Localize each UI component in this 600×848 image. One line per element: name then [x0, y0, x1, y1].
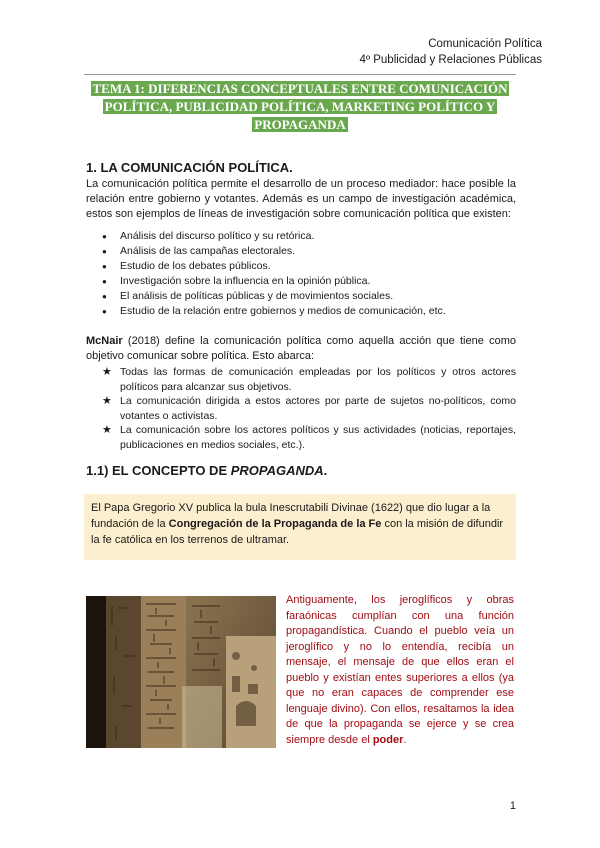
header-divider	[84, 74, 516, 75]
section-heading: 1. LA COMUNICACIÓN POLÍTICA.	[86, 160, 293, 175]
page-header	[359, 36, 542, 68]
list-item: ● Estudio de los debates públicos.	[86, 259, 516, 274]
hieroglyphs-explanation: Antiguamente, los jeroglíficos y obras faraónicas cumplían con una función propagandística. Cuando el pueblo veía un jeroglífico y no lo entendía, recibía un mensaje, el mensaje de que ellos eran el pueblo y existían entes superiores a ellos (ya que no eran capaces de comprender ese lenguaje divino). Con ellos, resaltamos la idea de que la propaganda se ejerce y se crea siempre desde el poder.	[286, 594, 514, 746]
list-item: ★ Todas las formas de comunicación empleadas por los políticos y otros actores políticos para alcanzar sus objetivos.	[86, 365, 516, 394]
title-line-1: TEMA 1: DIFERENCIAS CONCEPTUALES ENTRE COMUNICACIÓN	[92, 81, 508, 96]
author-name: McNair	[86, 335, 123, 347]
document-title	[84, 80, 516, 134]
title-line-3: PROPAGANDA	[254, 117, 346, 132]
list-item: ★ La comunicación dirigida a estos actores por parte de sujetos no-políticos, como votantes o activistas.	[86, 394, 516, 423]
section-communication	[86, 160, 516, 452]
title-line-2: POLÍTICA, PUBLICIDAD POLÍTICA, MARKETING POLÍTICO Y	[104, 99, 496, 114]
research-lines-list	[86, 229, 516, 319]
list-item: ★ La comunicación sobre los actores políticos y sus actividades (noticias, reportajes, publicaciones en medios sociales, etc.).	[86, 423, 516, 452]
section-intro: La comunicación política permite el desarrollo de un proceso mediador: hace posible la relación entre gobierno y votantes. Además es un campo de investigación académica, estos son ejemplos de líneas de investigación sobre comunicación política que existen:	[86, 178, 516, 220]
mcnair-definition: McNair (2018) define la comunicación política como aquella acción que tiene como objetivo comunicar sobre política. Esto abarca:	[86, 335, 516, 362]
list-item: ● Investigación sobre la influencia en la opinión pública.	[86, 274, 516, 289]
list-item: ● Análisis de las campañas electorales.	[86, 244, 516, 259]
header-course: Comunicación Política	[428, 38, 542, 50]
list-item: ● Estudio de la relación entre gobiernos y medios de comunicación, etc.	[86, 304, 516, 319]
page-number: 1	[509, 800, 516, 812]
subsection-heading: 1.1) EL CONCEPTO DE PROPAGANDA.	[86, 463, 328, 478]
scope-list	[86, 365, 516, 452]
list-item: ● Análisis del discurso político y su retórica.	[86, 229, 516, 244]
list-item: ● El análisis de políticas públicas y de movimientos sociales.	[86, 289, 516, 304]
historical-note-box: El Papa Gregorio XV publica la bula Inescrutabili Divinae (1622) que dio lugar a la fundación de la Congregación de la Propaganda de la Fe con la misión de difundir la fe católica en los terrenos de ultramar.	[84, 494, 516, 560]
header-degree: 4º Publicidad y Relaciones Públicas	[359, 54, 542, 66]
egyptian-hieroglyphs-image	[86, 596, 276, 748]
